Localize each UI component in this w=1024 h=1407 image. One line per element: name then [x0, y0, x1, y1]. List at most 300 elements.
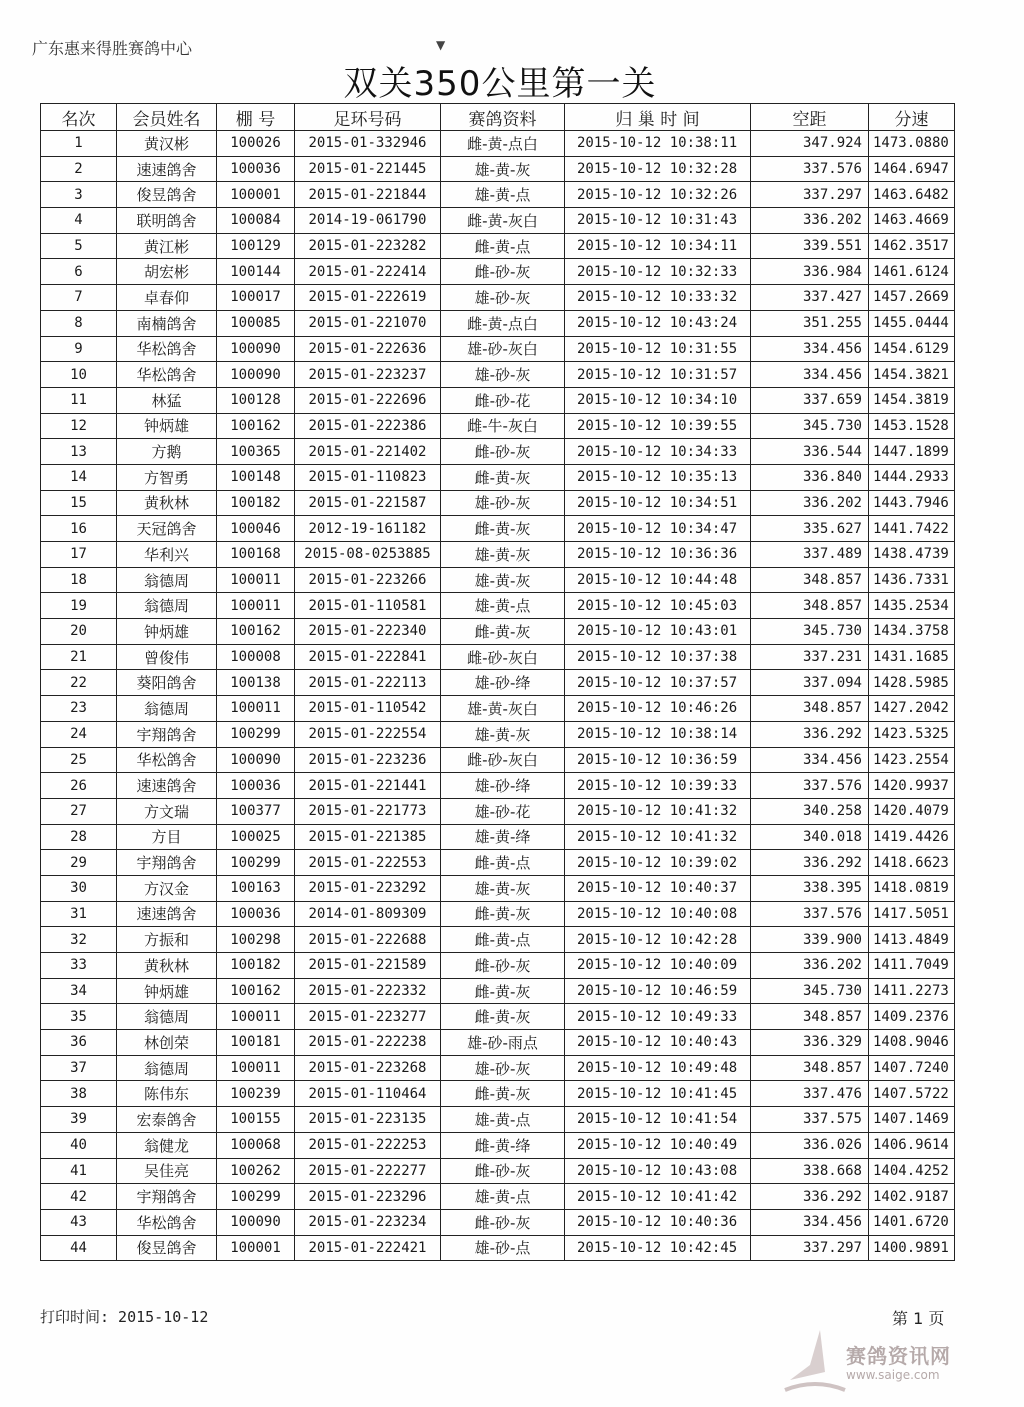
speed-cell: 1413.4849 [869, 927, 955, 953]
distance-cell: 348.857 [751, 593, 869, 619]
table-row [41, 593, 955, 619]
ring-number-cell: 2015-01-223282 [295, 233, 441, 259]
loft-number-cell: 100365 [217, 439, 295, 465]
loft-number-cell: 100182 [217, 953, 295, 979]
distance-cell: 336.202 [751, 490, 869, 516]
arrival-time-cell: 2015-10-12 10:36:36 [565, 542, 751, 568]
loft-number-cell: 100001 [217, 1235, 295, 1261]
bird-info-cell: 雌-黄-灰 [441, 516, 565, 542]
arrival-time-cell: 2015-10-12 10:49:33 [565, 1004, 751, 1030]
member-name-cell: 方智勇 [117, 464, 217, 490]
distance-cell: 338.395 [751, 875, 869, 901]
bird-info-cell: 雌-黄-灰 [441, 1004, 565, 1030]
distance-cell: 336.202 [751, 208, 869, 234]
rank-cell: 32 [41, 927, 117, 953]
table-row [41, 773, 955, 799]
speed-cell: 1411.7049 [869, 953, 955, 979]
rank-cell: 18 [41, 567, 117, 593]
loft-number-cell: 100011 [217, 567, 295, 593]
loft-number-cell: 100025 [217, 824, 295, 850]
speed-cell: 1407.5722 [869, 1081, 955, 1107]
rank-cell: 21 [41, 644, 117, 670]
loft-number-cell: 100036 [217, 156, 295, 182]
member-name-cell: 速速鸽舍 [117, 773, 217, 799]
speed-cell: 1401.6720 [869, 1209, 955, 1235]
organization-name: 广东惠来得胜赛鸽中心 [32, 39, 193, 58]
bird-info-cell: 雌-黄-点 [441, 927, 565, 953]
arrival-time-cell: 2015-10-12 10:39:33 [565, 773, 751, 799]
distance-cell: 336.544 [751, 439, 869, 465]
pigeon-logo-icon [780, 1320, 850, 1400]
speed-cell: 1447.1899 [869, 439, 955, 465]
bird-info-cell: 雄-砂-点 [441, 1235, 565, 1261]
bird-info-cell: 雄-黄-点 [441, 1184, 565, 1210]
speed-cell: 1423.5325 [869, 721, 955, 747]
member-name-cell: 吴佳亮 [117, 1158, 217, 1184]
bird-info-cell: 雄-黄-点 [441, 182, 565, 208]
ring-number-cell: 2015-01-221445 [295, 156, 441, 182]
speed-cell: 1461.6124 [869, 259, 955, 285]
rank-cell: 14 [41, 464, 117, 490]
table-row [41, 978, 955, 1004]
ring-number-cell: 2015-01-222414 [295, 259, 441, 285]
ring-number-cell: 2015-01-223292 [295, 875, 441, 901]
distance-cell: 336.202 [751, 953, 869, 979]
speed-cell: 1408.9046 [869, 1030, 955, 1056]
speed-cell: 1427.2042 [869, 696, 955, 722]
ring-number-cell: 2015-01-221587 [295, 490, 441, 516]
distance-cell: 339.551 [751, 233, 869, 259]
loft-number-cell: 100377 [217, 798, 295, 824]
table-row [41, 439, 955, 465]
speed-cell: 1438.4739 [869, 542, 955, 568]
ring-number-cell: 2015-01-222841 [295, 644, 441, 670]
arrival-time-cell: 2015-10-12 10:40:49 [565, 1132, 751, 1158]
rank-cell: 44 [41, 1235, 117, 1261]
table-row [41, 875, 955, 901]
member-name-cell: 华松鸽舍 [117, 336, 217, 362]
table-row [41, 1184, 955, 1210]
page-number: 第 1 页 [892, 1309, 945, 1328]
arrival-time-cell: 2015-10-12 10:39:02 [565, 850, 751, 876]
arrival-time-cell: 2015-10-12 10:38:11 [565, 131, 751, 157]
distance-cell: 337.427 [751, 285, 869, 311]
table-row [41, 336, 955, 362]
loft-number-cell: 100155 [217, 1107, 295, 1133]
ring-number-cell: 2015-01-221441 [295, 773, 441, 799]
rank-cell: 37 [41, 1055, 117, 1081]
arrival-time-cell: 2015-10-12 10:35:13 [565, 464, 751, 490]
table-row [41, 927, 955, 953]
bird-info-cell: 雄-砂-灰 [441, 285, 565, 311]
bird-info-cell: 雄-黄-灰 [441, 875, 565, 901]
rank-cell: 8 [41, 310, 117, 336]
loft-number-cell: 100026 [217, 131, 295, 157]
loft-number-cell: 100008 [217, 644, 295, 670]
ring-number-cell: 2015-01-110823 [295, 464, 441, 490]
arrival-time-cell: 2015-10-12 10:31:55 [565, 336, 751, 362]
distance-cell: 337.489 [751, 542, 869, 568]
ring-number-cell: 2015-01-222113 [295, 670, 441, 696]
loft-number-cell: 100084 [217, 208, 295, 234]
distance-cell: 336.292 [751, 1184, 869, 1210]
speed-cell: 1419.4426 [869, 824, 955, 850]
bird-info-cell: 雄-黄-灰 [441, 542, 565, 568]
bird-info-cell: 雌-黄-灰 [441, 619, 565, 645]
table-row [41, 490, 955, 516]
table-row [41, 696, 955, 722]
member-name-cell: 华松鸽舍 [117, 1209, 217, 1235]
arrival-time-cell: 2015-10-12 10:41:54 [565, 1107, 751, 1133]
rank-cell: 34 [41, 978, 117, 1004]
member-name-cell: 华松鸽舍 [117, 747, 217, 773]
arrival-time-cell: 2015-10-12 10:44:48 [565, 567, 751, 593]
ring-number-cell: 2015-01-222696 [295, 387, 441, 413]
loft-number-cell: 100090 [217, 336, 295, 362]
table-row [41, 156, 955, 182]
arrival-time-cell: 2015-10-12 10:41:42 [565, 1184, 751, 1210]
bird-info-cell: 雄-砂-绛 [441, 773, 565, 799]
member-name-cell: 方汉金 [117, 875, 217, 901]
bird-info-cell: 雄-砂-灰 [441, 490, 565, 516]
speed-cell: 1454.3821 [869, 362, 955, 388]
table-header-row [41, 104, 955, 131]
member-name-cell: 宇翔鸽舍 [117, 1184, 217, 1210]
loft-number-cell: 100001 [217, 182, 295, 208]
speed-cell: 1454.3819 [869, 387, 955, 413]
bird-info-cell: 雌-黄-点白 [441, 310, 565, 336]
bird-info-cell: 雌-黄-灰 [441, 901, 565, 927]
distance-cell: 337.297 [751, 1235, 869, 1261]
watermark-text: 赛鸽资讯网 [846, 1344, 951, 1368]
bird-info-cell: 雌-砂-花 [441, 387, 565, 413]
rank-cell: 26 [41, 773, 117, 799]
speed-cell: 1454.6129 [869, 336, 955, 362]
rank-cell: 28 [41, 824, 117, 850]
speed-cell: 1473.0880 [869, 131, 955, 157]
rank-cell: 6 [41, 259, 117, 285]
arrival-time-cell: 2015-10-12 10:34:33 [565, 439, 751, 465]
distance-cell: 345.730 [751, 978, 869, 1004]
distance-cell: 337.576 [751, 773, 869, 799]
loft-number-cell: 100036 [217, 901, 295, 927]
member-name-cell: 俊昱鸽舍 [117, 1235, 217, 1261]
table-row [41, 259, 955, 285]
ring-number-cell: 2015-01-223277 [295, 1004, 441, 1030]
bird-info-cell: 雌-黄-点 [441, 233, 565, 259]
loft-number-cell: 100298 [217, 927, 295, 953]
arrival-time-cell: 2015-10-12 10:40:09 [565, 953, 751, 979]
speed-cell: 1411.2273 [869, 978, 955, 1004]
loft-number-cell: 100011 [217, 1055, 295, 1081]
distance-cell: 336.292 [751, 721, 869, 747]
member-name-cell: 宏泰鸽舍 [117, 1107, 217, 1133]
member-name-cell: 黄秋林 [117, 953, 217, 979]
ring-number-cell: 2015-01-222253 [295, 1132, 441, 1158]
arrival-time-cell: 2015-10-12 10:49:48 [565, 1055, 751, 1081]
distance-cell: 337.576 [751, 901, 869, 927]
loft-number-cell: 100128 [217, 387, 295, 413]
bird-info-cell: 雌-砂-灰白 [441, 747, 565, 773]
member-name-cell: 黄江彬 [117, 233, 217, 259]
member-name-cell: 联明鸽舍 [117, 208, 217, 234]
rank-cell: 10 [41, 362, 117, 388]
ring-number-cell: 2015-01-332946 [295, 131, 441, 157]
member-name-cell: 方振和 [117, 927, 217, 953]
rank-cell: 31 [41, 901, 117, 927]
bird-info-cell: 雌-砂-灰 [441, 953, 565, 979]
rank-cell: 3 [41, 182, 117, 208]
member-name-cell: 翁德周 [117, 593, 217, 619]
speed-cell: 1407.7240 [869, 1055, 955, 1081]
arrival-time-cell: 2015-10-12 10:45:03 [565, 593, 751, 619]
distance-cell: 348.857 [751, 567, 869, 593]
column-header-arrival-time: 归 巢 时 间 [565, 104, 751, 131]
arrival-time-cell: 2015-10-12 10:46:26 [565, 696, 751, 722]
table-row [41, 901, 955, 927]
speed-cell: 1404.4252 [869, 1158, 955, 1184]
rank-cell: 24 [41, 721, 117, 747]
rank-cell: 39 [41, 1107, 117, 1133]
loft-number-cell: 100144 [217, 259, 295, 285]
table-row [41, 644, 955, 670]
ring-number-cell: 2015-01-223296 [295, 1184, 441, 1210]
watermark [780, 1320, 1000, 1400]
member-name-cell: 林猛 [117, 387, 217, 413]
rank-cell: 4 [41, 208, 117, 234]
member-name-cell: 天冠鸽舍 [117, 516, 217, 542]
loft-number-cell: 100182 [217, 490, 295, 516]
distance-cell: 336.984 [751, 259, 869, 285]
ring-number-cell: 2015-01-221402 [295, 439, 441, 465]
arrival-time-cell: 2015-10-12 10:34:11 [565, 233, 751, 259]
table-row [41, 1158, 955, 1184]
ring-number-cell: 2015-01-222421 [295, 1235, 441, 1261]
bird-info-cell: 雄-黄-绛 [441, 824, 565, 850]
loft-number-cell: 100068 [217, 1132, 295, 1158]
member-name-cell: 宇翔鸽舍 [117, 721, 217, 747]
table-row [41, 131, 955, 157]
distance-cell: 340.258 [751, 798, 869, 824]
arrival-time-cell: 2015-10-12 10:38:14 [565, 721, 751, 747]
bird-info-cell: 雌-黄-灰 [441, 1081, 565, 1107]
member-name-cell: 黄汉彬 [117, 131, 217, 157]
loft-number-cell: 100138 [217, 670, 295, 696]
ring-number-cell: 2015-01-110581 [295, 593, 441, 619]
bird-info-cell: 雄-砂-灰 [441, 362, 565, 388]
arrival-time-cell: 2015-10-12 10:42:28 [565, 927, 751, 953]
ring-number-cell: 2015-01-222554 [295, 721, 441, 747]
ring-number-cell: 2015-01-221385 [295, 824, 441, 850]
rank-cell: 2 [41, 156, 117, 182]
member-name-cell: 速速鸽舍 [117, 156, 217, 182]
results-table [40, 103, 955, 1261]
rank-cell: 41 [41, 1158, 117, 1184]
ring-number-cell: 2015-01-222340 [295, 619, 441, 645]
rank-cell: 40 [41, 1132, 117, 1158]
column-header-member: 会员姓名 [117, 104, 217, 131]
table-row [41, 747, 955, 773]
speed-cell: 1418.0819 [869, 875, 955, 901]
speed-cell: 1441.7422 [869, 516, 955, 542]
rank-cell: 15 [41, 490, 117, 516]
member-name-cell: 翁德周 [117, 1055, 217, 1081]
speed-cell: 1457.2669 [869, 285, 955, 311]
speed-cell: 1455.0444 [869, 310, 955, 336]
loft-number-cell: 100163 [217, 875, 295, 901]
bird-info-cell: 雌-黄-点 [441, 850, 565, 876]
distance-cell: 337.476 [751, 1081, 869, 1107]
rank-cell: 9 [41, 336, 117, 362]
arrival-time-cell: 2015-10-12 10:40:36 [565, 1209, 751, 1235]
arrival-time-cell: 2015-10-12 10:43:08 [565, 1158, 751, 1184]
member-name-cell: 速速鸽舍 [117, 901, 217, 927]
loft-number-cell: 100162 [217, 619, 295, 645]
column-header-speed: 分速 [869, 104, 955, 131]
ring-number-cell: 2015-01-221773 [295, 798, 441, 824]
tick-mark: ▼ [436, 38, 446, 52]
rank-cell: 16 [41, 516, 117, 542]
arrival-time-cell: 2015-10-12 10:40:37 [565, 875, 751, 901]
member-name-cell: 林创荣 [117, 1030, 217, 1056]
member-name-cell: 钟炳雄 [117, 413, 217, 439]
member-name-cell: 卓春仰 [117, 285, 217, 311]
bird-info-cell: 雌-砂-灰 [441, 1158, 565, 1184]
distance-cell: 337.297 [751, 182, 869, 208]
member-name-cell: 宇翔鸽舍 [117, 850, 217, 876]
rank-cell: 38 [41, 1081, 117, 1107]
arrival-time-cell: 2015-10-12 10:36:59 [565, 747, 751, 773]
arrival-time-cell: 2015-10-12 10:31:43 [565, 208, 751, 234]
member-name-cell: 陈伟东 [117, 1081, 217, 1107]
ring-number-cell: 2015-01-222277 [295, 1158, 441, 1184]
bird-info-cell: 雌-砂-灰白 [441, 644, 565, 670]
loft-number-cell: 100036 [217, 773, 295, 799]
rank-cell: 1 [41, 131, 117, 157]
loft-number-cell: 100090 [217, 1209, 295, 1235]
table-row [41, 1209, 955, 1235]
distance-cell: 345.730 [751, 413, 869, 439]
distance-cell: 335.627 [751, 516, 869, 542]
speed-cell: 1431.1685 [869, 644, 955, 670]
table-row [41, 1235, 955, 1261]
distance-cell: 351.255 [751, 310, 869, 336]
speed-cell: 1420.4079 [869, 798, 955, 824]
rank-cell: 25 [41, 747, 117, 773]
table-row [41, 1030, 955, 1056]
table-row [41, 850, 955, 876]
rank-cell: 22 [41, 670, 117, 696]
bird-info-cell: 雄-黄-点 [441, 593, 565, 619]
bird-info-cell: 雌-黄-灰白 [441, 208, 565, 234]
table-row [41, 798, 955, 824]
column-header-distance: 空距 [751, 104, 869, 131]
loft-number-cell: 100299 [217, 721, 295, 747]
ring-number-cell: 2015-01-222238 [295, 1030, 441, 1056]
rank-cell: 29 [41, 850, 117, 876]
bird-info-cell: 雌-砂-灰 [441, 259, 565, 285]
table-row [41, 413, 955, 439]
ring-number-cell: 2015-01-223236 [295, 747, 441, 773]
table-row [41, 619, 955, 645]
loft-number-cell: 100011 [217, 1004, 295, 1030]
distance-cell: 337.659 [751, 387, 869, 413]
loft-number-cell: 100148 [217, 464, 295, 490]
table-row [41, 182, 955, 208]
bird-info-cell: 雄-砂-灰白 [441, 336, 565, 362]
bird-info-cell: 雌-黄-点白 [441, 131, 565, 157]
bird-info-cell: 雄-黄-灰白 [441, 696, 565, 722]
table-row [41, 464, 955, 490]
speed-cell: 1463.4669 [869, 208, 955, 234]
arrival-time-cell: 2015-10-12 10:37:57 [565, 670, 751, 696]
speed-cell: 1406.9614 [869, 1132, 955, 1158]
speed-cell: 1417.5051 [869, 901, 955, 927]
table-row [41, 824, 955, 850]
distance-cell: 340.018 [751, 824, 869, 850]
arrival-time-cell: 2015-10-12 10:34:10 [565, 387, 751, 413]
speed-cell: 1443.7946 [869, 490, 955, 516]
member-name-cell: 方文瑞 [117, 798, 217, 824]
arrival-time-cell: 2015-10-12 10:41:45 [565, 1081, 751, 1107]
column-header-bird-info: 赛鸽资料 [441, 104, 565, 131]
table-row [41, 233, 955, 259]
ring-number-cell: 2015-01-222553 [295, 850, 441, 876]
table-row [41, 1004, 955, 1030]
table-row [41, 953, 955, 979]
rank-cell: 5 [41, 233, 117, 259]
table-row [41, 542, 955, 568]
ring-number-cell: 2015-01-221589 [295, 953, 441, 979]
distance-cell: 337.231 [751, 644, 869, 670]
bird-info-cell: 雌-黄-灰 [441, 464, 565, 490]
rank-cell: 42 [41, 1184, 117, 1210]
arrival-time-cell: 2015-10-12 10:33:32 [565, 285, 751, 311]
loft-number-cell: 100085 [217, 310, 295, 336]
print-time: 打印时间: 2015-10-12 [40, 1308, 209, 1326]
arrival-time-cell: 2015-10-12 10:46:59 [565, 978, 751, 1004]
bird-info-cell: 雌-砂-灰 [441, 439, 565, 465]
arrival-time-cell: 2015-10-12 10:31:57 [565, 362, 751, 388]
ring-number-cell: 2015-01-223268 [295, 1055, 441, 1081]
table-row [41, 670, 955, 696]
table-row [41, 387, 955, 413]
distance-cell: 337.094 [751, 670, 869, 696]
loft-number-cell: 100299 [217, 1184, 295, 1210]
member-name-cell: 胡宏彬 [117, 259, 217, 285]
arrival-time-cell: 2015-10-12 10:43:01 [565, 619, 751, 645]
ring-number-cell: 2014-01-809309 [295, 901, 441, 927]
distance-cell: 338.668 [751, 1158, 869, 1184]
member-name-cell: 曾俊伟 [117, 644, 217, 670]
bird-info-cell: 雌-黄-绛 [441, 1132, 565, 1158]
member-name-cell: 葵阳鸽舍 [117, 670, 217, 696]
loft-number-cell: 100017 [217, 285, 295, 311]
table-row [41, 362, 955, 388]
speed-cell: 1420.9937 [869, 773, 955, 799]
ring-number-cell: 2015-01-110464 [295, 1081, 441, 1107]
table-row [41, 567, 955, 593]
loft-number-cell: 100239 [217, 1081, 295, 1107]
speed-cell: 1400.9891 [869, 1235, 955, 1261]
bird-info-cell: 雄-砂-绛 [441, 670, 565, 696]
distance-cell: 336.292 [751, 850, 869, 876]
speed-cell: 1444.2933 [869, 464, 955, 490]
table-row [41, 208, 955, 234]
rank-cell: 30 [41, 875, 117, 901]
rank-cell: 33 [41, 953, 117, 979]
table-row [41, 1081, 955, 1107]
